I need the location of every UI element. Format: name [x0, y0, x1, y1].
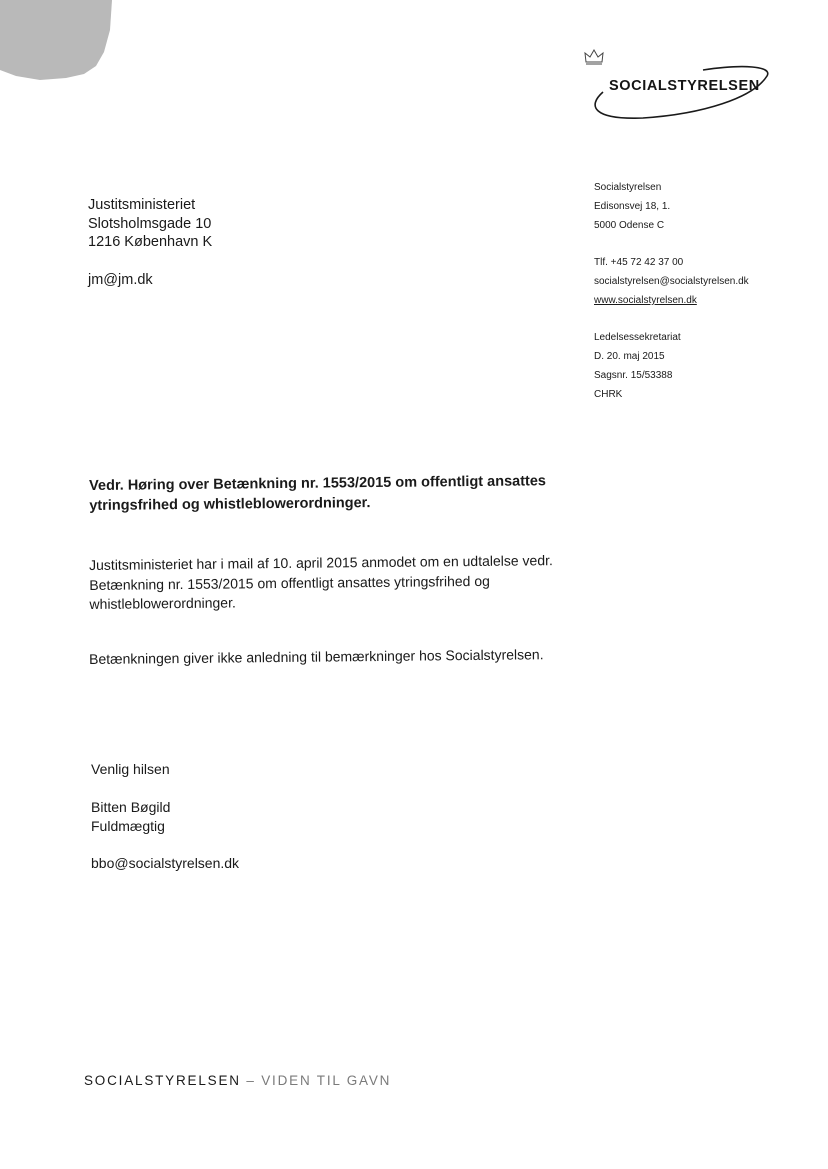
footer-brand: SOCIALSTYRELSEN [84, 1073, 241, 1088]
logo [583, 48, 773, 126]
footer [84, 1073, 391, 1088]
recipient-name: Justitsministeriet [88, 197, 196, 213]
sender-email[interactable]: socialstyrelsen@socialstyrelsen.dk [594, 276, 749, 287]
footer-separator: – [246, 1073, 256, 1088]
sender-department: Ledelsessekretariat [594, 332, 681, 343]
logo-text: SOCIALSTYRELSEN [609, 78, 760, 94]
closing-block [91, 760, 239, 873]
sender-phone: Tlf. +45 72 42 37 00 [594, 257, 684, 268]
recipient-city: 1216 København K [88, 234, 213, 250]
body-paragraph-2: Betænkningen giver ikke anledning til bemærkninger hos Socialstyrelsen. [89, 646, 544, 667]
sender-website-link[interactable]: www.socialstyrelsen.dk [594, 295, 697, 306]
scan-shadow [0, 0, 140, 90]
recipient-street: Slotsholmsgade 10 [88, 215, 212, 232]
sender-street: Edisonsvej 18, 1. [594, 201, 671, 212]
sender-city: 5000 Odense C [594, 220, 665, 231]
signer-name: Bitten Bøgild [91, 799, 171, 815]
footer-tagline: VIDEN TIL GAVN [261, 1073, 392, 1088]
closing-greeting: Venlig hilsen [91, 761, 170, 777]
recipient-email[interactable]: jm@jm.dk [88, 271, 153, 288]
sender-info [594, 178, 749, 404]
body-paragraph-1: Justitsministeriet har i mail af 10. april 2015 anmodet om en udtalelse vedr. Betænkning nr. 1553/2015 om offentligt ansattes ytringsfrihed og whistleblowerordninger. [89, 552, 553, 612]
signer-title: Fuldmægtig [91, 818, 165, 834]
sender-org: Socialstyrelsen [594, 182, 662, 193]
sender-initials: CHRK [594, 389, 623, 400]
recipient-address [88, 196, 212, 289]
signer-email[interactable]: bbo@socialstyrelsen.dk [91, 855, 240, 871]
case-number: Sagsnr. 15/53388 [594, 370, 673, 381]
letter-subject: Vedr. Høring over Betænkning nr. 1553/2015 om offentligt ansattes ytringsfrihed og whistleblowerordninger. [89, 473, 547, 514]
letter-date: D. 20. maj 2015 [594, 351, 665, 362]
